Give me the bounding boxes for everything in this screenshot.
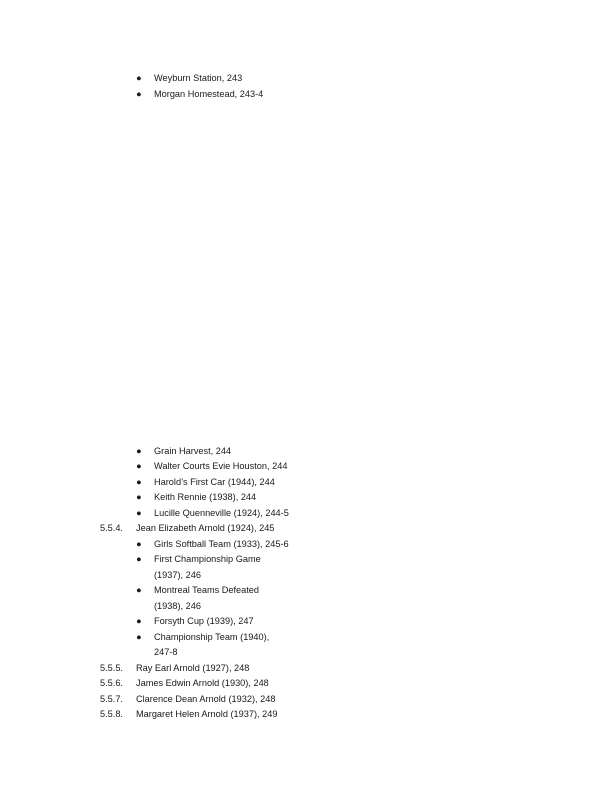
list-item-text: (1938), 246 xyxy=(154,601,201,611)
section-title: Jean Elizabeth Arnold (1924), 245 xyxy=(136,523,275,533)
bullet-icon: ● xyxy=(136,461,142,471)
bullet-icon: ● xyxy=(136,585,142,595)
list-item-text: 247-8 xyxy=(154,647,178,657)
section-number: 5.5.4. xyxy=(100,523,123,533)
bullet-icon: ● xyxy=(136,616,142,626)
bullet-icon: ● xyxy=(136,554,142,564)
bullet-icon: ● xyxy=(136,492,142,502)
list-item-text: Keith Rennie (1938), 244 xyxy=(154,492,257,502)
list-item-text: Weyburn Station, 243 xyxy=(154,73,243,83)
list-item-text: Montreal Teams Defeated xyxy=(154,585,260,595)
list-item-text: Lucille Quenneville (1924), 244-5 xyxy=(154,508,289,518)
list-item-text: Grain Harvest, 244 xyxy=(154,446,232,456)
section-title: Ray Earl Arnold (1927), 248 xyxy=(136,663,250,673)
section-number: 5.5.8. xyxy=(100,709,123,719)
list-item-text: Morgan Homestead, 243-4 xyxy=(154,89,264,99)
bullet-icon: ● xyxy=(136,632,142,642)
section-number: 5.5.5. xyxy=(100,663,123,673)
section-number: 5.5.6. xyxy=(100,678,123,688)
list-item-text: Championship Team (1940), xyxy=(154,632,270,642)
bullet-icon: ● xyxy=(136,508,142,518)
list-item-text: Harold’s First Car (1944), 244 xyxy=(154,477,275,487)
list-item-text: Walter Courts Evie Houston, 244 xyxy=(154,461,288,471)
section-title: James Edwin Arnold (1930), 248 xyxy=(136,678,269,688)
section-title: Margaret Helen Arnold (1937), 249 xyxy=(136,709,278,719)
list-item-text: Girls Softball Team (1933), 245-6 xyxy=(154,539,289,549)
section-title: Clarence Dean Arnold (1932), 248 xyxy=(136,694,276,704)
bullet-icon: ● xyxy=(136,446,142,456)
bullet-icon: ● xyxy=(136,539,142,549)
bullet-icon: ● xyxy=(136,477,142,487)
bullet-icon: ● xyxy=(136,73,142,83)
section-number: 5.5.7. xyxy=(100,694,123,704)
list-item-text: (1937), 246 xyxy=(154,570,201,580)
bullet-icon: ● xyxy=(136,89,142,99)
list-item-text: Forsyth Cup (1939), 247 xyxy=(154,616,254,626)
list-item-text: First Championship Game xyxy=(154,554,261,564)
